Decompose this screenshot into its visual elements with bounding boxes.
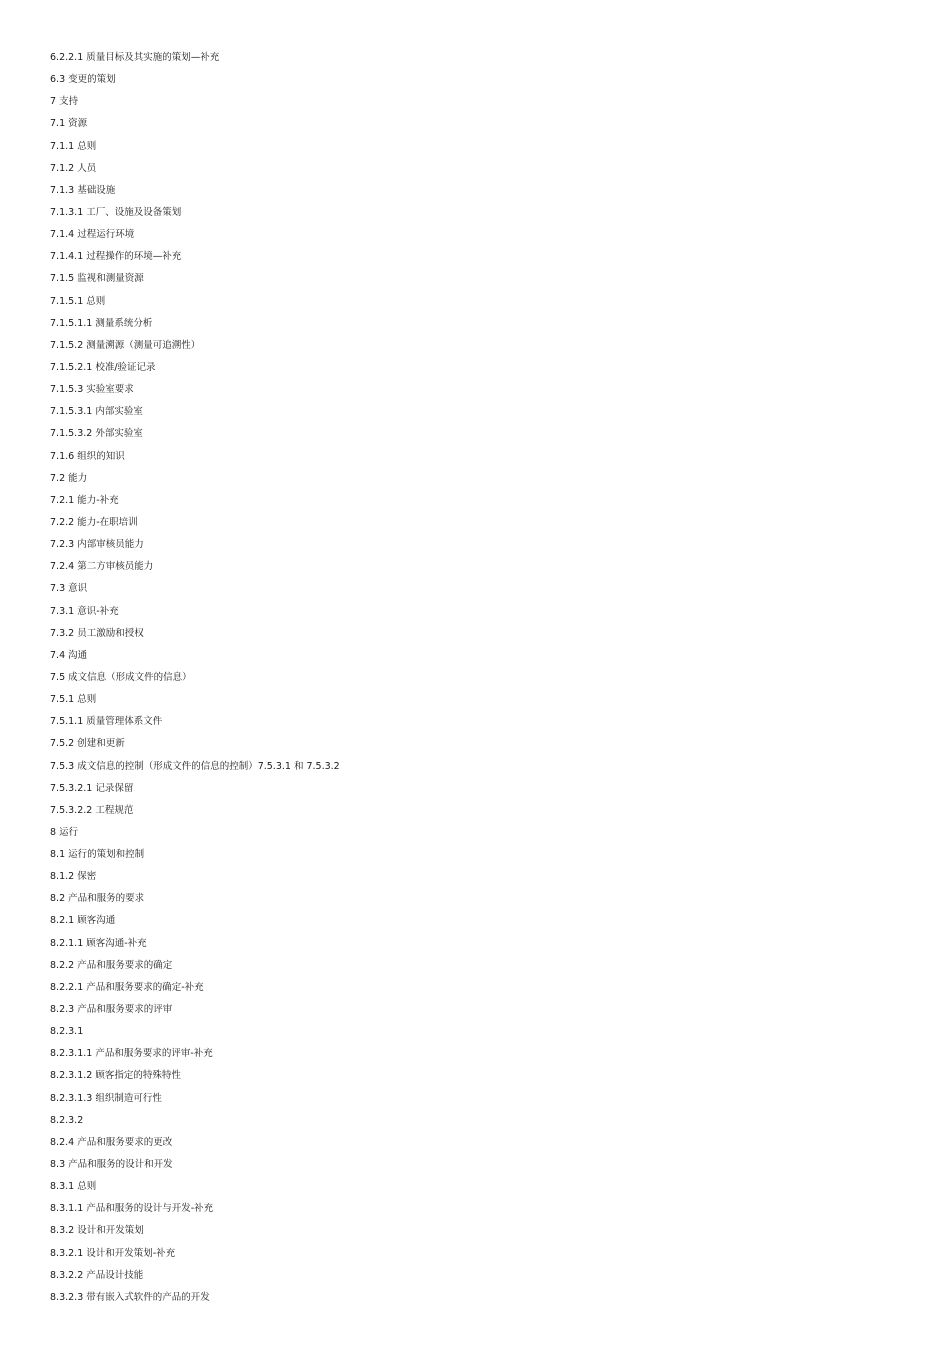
toc-entry: 8.2 产品和服务的要求 — [50, 893, 145, 905]
toc-entry: 8.1 运行的策划和控制 — [50, 849, 145, 861]
toc-entry: 7.3.1 意识-补充 — [50, 605, 119, 617]
toc-entry: 8.2.4 产品和服务要求的更改 — [50, 1136, 173, 1148]
toc-entry: 7.3 意识 — [50, 583, 88, 595]
toc-entry: 8.2.3.1.3 组织制造可行性 — [50, 1092, 162, 1104]
toc-entry: 7.2.1 能力-补充 — [50, 494, 119, 506]
toc-entry: 7.5.3.2.1 记录保留 — [50, 782, 134, 794]
toc-entry: 8.3.2.2 产品设计技能 — [50, 1269, 144, 1281]
toc-entry: 8.2.2.1 产品和服务要求的确定-补充 — [50, 981, 204, 993]
toc-entry: 8.2.3 产品和服务要求的评审 — [50, 1004, 173, 1016]
toc-entry: 7.1.2 人员 — [50, 162, 97, 174]
toc-entry: 7.1.4.1 过程操作的环境—补充 — [50, 251, 182, 263]
toc-entry: 7.1.5.2.1 校准/验证记录 — [50, 361, 156, 373]
toc-entry: 7.1.5.3.2 外部实验室 — [50, 428, 143, 440]
toc-entry: 8.2.3.1 — [50, 1026, 84, 1038]
toc-entry: 7.5 成文信息（形成文件的信息） — [50, 671, 192, 683]
toc-entry: 7.1.4 过程运行环境 — [50, 229, 135, 241]
toc-entry: 7.1.5.2 测量溯源（测量可追溯性） — [50, 339, 201, 351]
toc-entry: 8.2.3.1.1 产品和服务要求的评审-补充 — [50, 1048, 213, 1060]
toc-entry: 8.2.1 顾客沟通 — [50, 915, 116, 927]
toc-entry: 7.1.1 总则 — [50, 140, 97, 152]
toc-entry: 7.3.2 员工激励和授权 — [50, 627, 144, 639]
toc-entry: 6.2.2.1 质量目标及其实施的策划—补充 — [50, 52, 220, 63]
toc-entry: 7.5.1 总则 — [50, 694, 97, 706]
table-of-contents — [50, 47, 340, 1309]
toc-entry: 7.5.3.2.2 工程规范 — [50, 804, 134, 816]
toc-entry: 7.1.5 监视和测量资源 — [50, 273, 144, 285]
toc-entry: 7.5.3 成文信息的控制（形成文件的信息的控制）7.5.3.1 和 7.5.3.2 — [50, 760, 340, 772]
toc-entry: 7 支持 — [50, 96, 79, 108]
toc-entry: 7.2.2 能力-在职培训 — [50, 516, 138, 528]
toc-entry: 7.1.3.1 工厂、设施及设备策划 — [50, 206, 182, 218]
toc-entry: 8.2.2 产品和服务要求的确定 — [50, 959, 173, 971]
toc-entry: 7.1.5.1 总则 — [50, 295, 106, 307]
toc-entry: 7.2.4 第二方审核员能力 — [50, 561, 154, 573]
toc-entry: 8.3.1 总则 — [50, 1181, 97, 1193]
toc-entry: 7.1.3 基础设施 — [50, 184, 116, 196]
toc-entry: 8.3.2.1 设计和开发策划-补充 — [50, 1247, 176, 1259]
toc-entry: 7.1.5.1.1 测量系统分析 — [50, 317, 153, 329]
toc-entry: 7.1.5.3 实验室要求 — [50, 384, 134, 396]
toc-entry: 8.2.1.1 顾客沟通-补充 — [50, 937, 147, 949]
toc-entry: 8 运行 — [50, 826, 79, 838]
toc-entry: 8.3.2 设计和开发策划 — [50, 1225, 144, 1237]
toc-entry: 8.1.2 保密 — [50, 871, 97, 883]
toc-entry: 7.1 资源 — [50, 118, 88, 130]
toc-entry: 7.5.1.1 质量管理体系文件 — [50, 716, 163, 728]
toc-entry: 8.2.3.1.2 顾客指定的特殊特性 — [50, 1070, 181, 1082]
toc-entry: 7.2 能力 — [50, 472, 88, 484]
toc-entry: 7.5.2 创建和更新 — [50, 738, 125, 750]
toc-entry: 7.2.3 内部审核员能力 — [50, 539, 144, 551]
toc-entry: 8.3.1.1 产品和服务的设计与开发-补充 — [50, 1203, 214, 1215]
toc-entry: 6.3 变更的策划 — [50, 74, 116, 86]
toc-entry: 8.3 产品和服务的设计和开发 — [50, 1159, 173, 1171]
toc-entry: 7.4 沟通 — [50, 649, 88, 661]
toc-entry: 8.2.3.2 — [50, 1114, 84, 1126]
toc-entry: 7.1.6 组织的知识 — [50, 450, 125, 462]
toc-entry: 7.1.5.3.1 内部实验室 — [50, 406, 143, 418]
toc-entry: 8.3.2.3 带有嵌入式软件的产品的开发 — [50, 1291, 210, 1303]
